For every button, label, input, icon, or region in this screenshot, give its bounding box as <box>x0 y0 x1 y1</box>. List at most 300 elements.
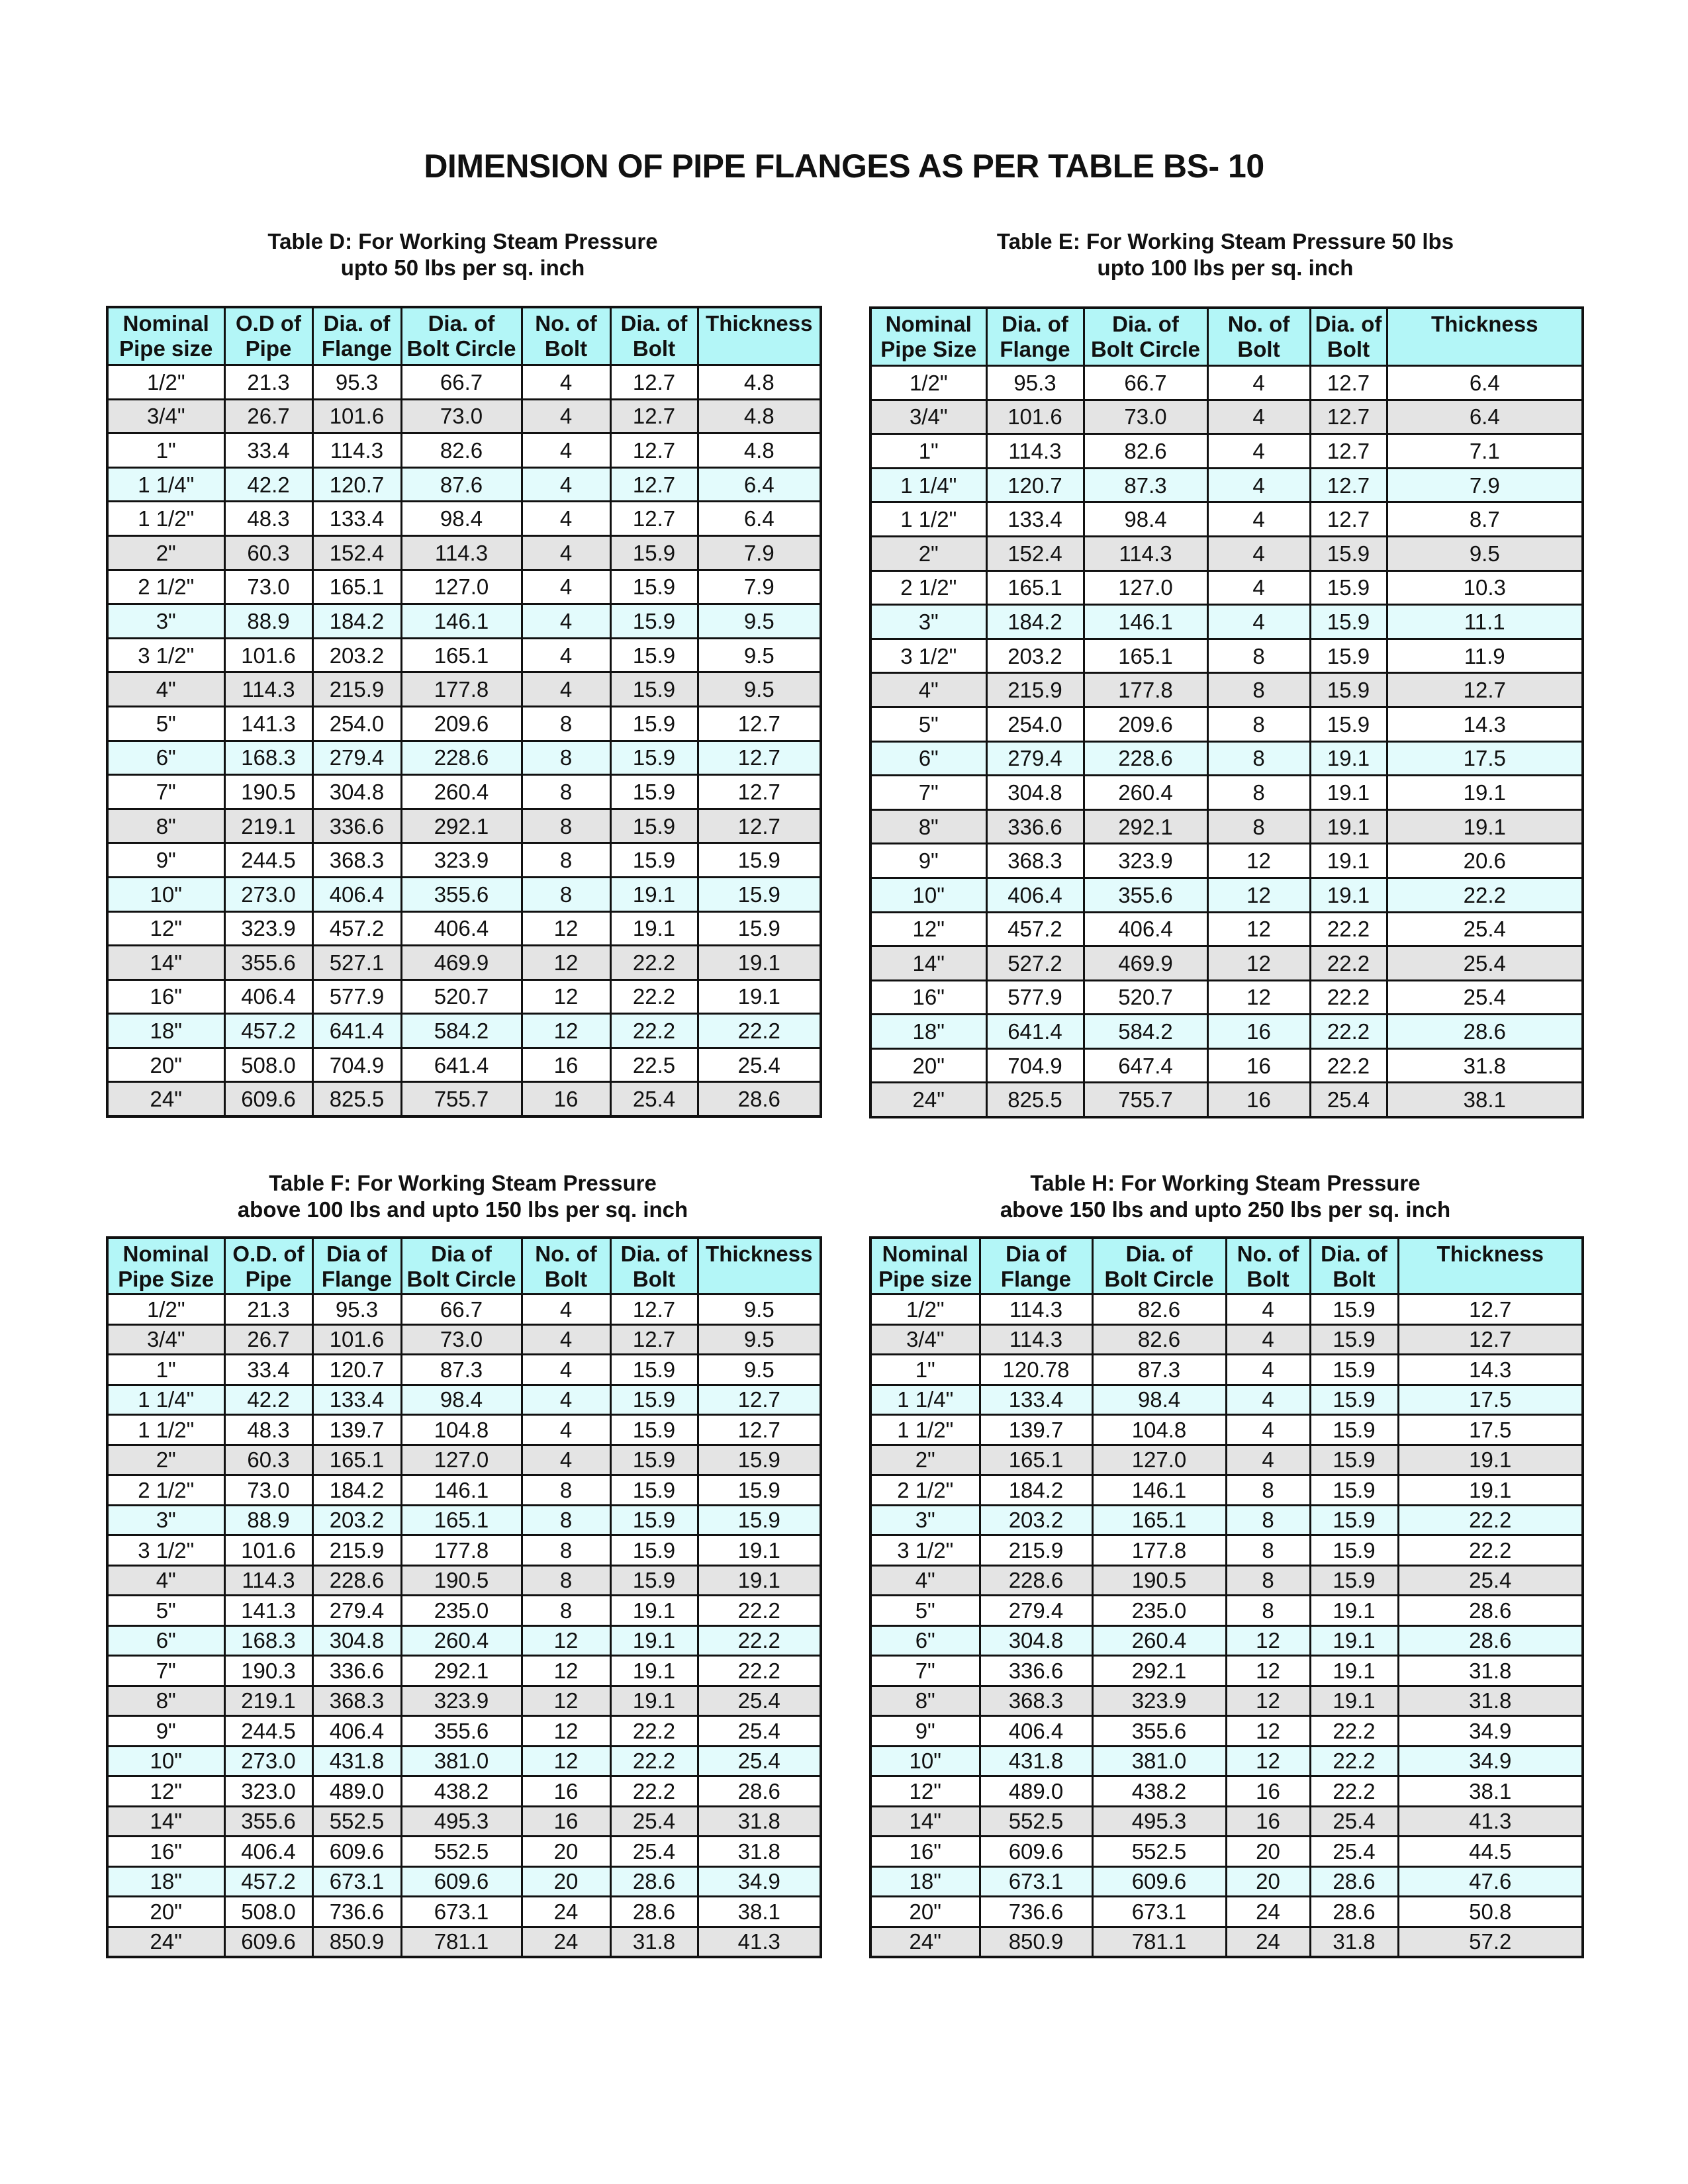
table-cell: 19.1 <box>698 979 821 1014</box>
table-cell: 22.2 <box>1310 1776 1398 1807</box>
table-cell: 431.8 <box>312 1746 401 1776</box>
table-row <box>107 502 821 536</box>
table-cell: 22.2 <box>1387 878 1583 912</box>
table-cell: 57.2 <box>1398 1927 1583 1957</box>
table-cell: 368.3 <box>980 1686 1092 1716</box>
table-cell: 25.4 <box>1310 1837 1398 1867</box>
table-cell: 12.7 <box>610 502 698 536</box>
table-row <box>107 1475 821 1506</box>
table-cell: 168.3 <box>224 1625 312 1656</box>
caption-line-2: upto 100 lbs per sq. inch <box>1097 255 1354 280</box>
table-row <box>870 536 1583 570</box>
table-cell: 215.9 <box>980 1535 1092 1566</box>
pipe-size-cell: 24" <box>107 1082 224 1116</box>
table-cell: 457.2 <box>986 912 1084 946</box>
table-cell: 368.3 <box>986 844 1084 878</box>
table-cell: 12 <box>1226 1716 1310 1747</box>
table-cell: 508.0 <box>224 1048 312 1082</box>
table-row <box>870 1656 1583 1686</box>
table-cell: 22.2 <box>698 1625 821 1656</box>
column-header <box>610 1238 698 1295</box>
table-cell: 12.7 <box>610 1295 698 1325</box>
table-cell: 28.6 <box>1310 1866 1398 1897</box>
table-cell: 12 <box>522 911 610 946</box>
table-cell: 66.7 <box>401 1295 522 1325</box>
pipe-size-cell: 14" <box>870 946 986 981</box>
table-cell: 15.9 <box>698 843 821 878</box>
table-cell: 21.3 <box>224 1295 312 1325</box>
table-cell: 8 <box>1226 1565 1310 1596</box>
column-header <box>224 1238 312 1295</box>
table-row <box>107 1014 821 1048</box>
table-row <box>870 1837 1583 1867</box>
pipe-size-cell: 2 1/2" <box>870 1475 980 1506</box>
caption-line-2: above 150 lbs and upto 250 lbs per sq. inch <box>1000 1197 1451 1222</box>
table-cell: 15.9 <box>1310 605 1387 639</box>
table-cell: 12.7 <box>698 1415 821 1445</box>
column-header-line: Thickness <box>1431 312 1538 336</box>
column-header-line: Flange <box>321 336 393 361</box>
table-cell: 146.1 <box>401 604 522 639</box>
table-cell: 323.9 <box>224 911 312 946</box>
table-cell: 292.1 <box>401 1656 522 1686</box>
table-row <box>107 604 821 639</box>
table-cell: 4 <box>522 433 610 468</box>
table-cell: 12 <box>522 1625 610 1656</box>
table-row <box>107 535 821 570</box>
caption-line-1: Table E: For Working Steam Pressure 50 lbs <box>996 229 1454 253</box>
table-cell: 60.3 <box>224 1445 312 1475</box>
table-cell: 190.5 <box>224 775 312 809</box>
table-cell: 15.9 <box>610 570 698 604</box>
table-cell: 133.4 <box>312 1385 401 1415</box>
table-row <box>107 1686 821 1716</box>
table-cell: 114.3 <box>986 434 1084 469</box>
table-cell: 12 <box>522 1746 610 1776</box>
pipe-size-cell: 6" <box>107 741 224 775</box>
table-cell: 15.9 <box>698 877 821 911</box>
table-cell: 19.1 <box>1310 1656 1398 1686</box>
table-row <box>107 1897 821 1927</box>
table-cell: 228.6 <box>401 741 522 775</box>
table-cell: 146.1 <box>1092 1475 1226 1506</box>
table-cell: 15.9 <box>1310 1475 1398 1506</box>
pipe-size-cell: 16" <box>107 1837 224 1867</box>
table-cell: 12.7 <box>1310 502 1387 537</box>
table-cell: 28.6 <box>1310 1897 1398 1927</box>
table-cell: 4 <box>1226 1324 1310 1355</box>
table-cell: 12 <box>1226 1686 1310 1716</box>
column-header-line: Bolt <box>1246 1267 1289 1291</box>
column-header-line: Bolt <box>1327 337 1370 361</box>
table-cell: 469.9 <box>1084 946 1207 981</box>
pipe-size-cell: 1" <box>870 434 986 469</box>
table-row <box>870 1475 1583 1506</box>
table-cell: 4 <box>522 604 610 639</box>
table-cell: 4 <box>522 467 610 502</box>
table-cell: 127.0 <box>401 570 522 604</box>
table-cell: 292.1 <box>1084 809 1207 844</box>
table-cell: 12.7 <box>1310 400 1387 434</box>
table-f <box>106 1236 822 1958</box>
pipe-size-cell: 24" <box>107 1927 224 1957</box>
table-cell: 323.0 <box>224 1776 312 1807</box>
table-cell: 406.4 <box>312 877 401 911</box>
table-cell: 495.3 <box>401 1806 522 1837</box>
table-cell: 355.6 <box>401 1716 522 1747</box>
table-cell: 323.9 <box>1092 1686 1226 1716</box>
table-cell: 8 <box>522 775 610 809</box>
table-cell: 292.1 <box>1092 1656 1226 1686</box>
column-header <box>401 1238 522 1295</box>
table-cell: 9.5 <box>1387 536 1583 570</box>
table-cell: 431.8 <box>980 1746 1092 1776</box>
table-cell: 15.9 <box>610 741 698 775</box>
pipe-size-cell: 1 1/2" <box>870 1415 980 1445</box>
column-header-line <box>699 336 820 361</box>
table-cell: 12 <box>522 979 610 1014</box>
table-cell: 184.2 <box>312 604 401 639</box>
column-header-line: Nominal <box>122 311 209 336</box>
table-row <box>870 1083 1583 1117</box>
table-cell: 704.9 <box>986 1048 1084 1083</box>
table-cell: 19.1 <box>1310 776 1387 810</box>
table-cell: 9.5 <box>698 1324 821 1355</box>
table-row <box>107 1385 821 1415</box>
table-cell: 12 <box>522 1716 610 1747</box>
table-cell: 16 <box>522 1082 610 1116</box>
table-cell: 184.2 <box>986 605 1084 639</box>
table-cell: 15.9 <box>698 911 821 946</box>
table-cell: 12.7 <box>610 399 698 433</box>
table-cell: 22.2 <box>610 1716 698 1747</box>
column-header-line: Dia. of <box>1125 1242 1193 1266</box>
table-cell: 9.5 <box>698 638 821 672</box>
table-cell: 15.9 <box>610 1445 698 1475</box>
table-cell: 19.1 <box>1387 809 1583 844</box>
table-cell: 825.5 <box>312 1082 401 1116</box>
pipe-size-cell: 2" <box>870 1445 980 1475</box>
table-cell: 438.2 <box>1092 1776 1226 1807</box>
table-row <box>870 434 1583 469</box>
table-cell: 12 <box>522 946 610 980</box>
table-row <box>870 1625 1583 1656</box>
table-cell: 209.6 <box>401 706 522 741</box>
pipe-size-cell: 10" <box>870 878 986 912</box>
table-cell: 9.5 <box>698 672 821 707</box>
table-row <box>107 843 821 878</box>
table-cell: 19.1 <box>1398 1475 1583 1506</box>
column-header <box>698 307 821 365</box>
table-cell: 12.7 <box>698 706 821 741</box>
table-row <box>870 1897 1583 1927</box>
table-cell: 133.4 <box>312 502 401 536</box>
table-cell: 114.3 <box>224 1565 312 1596</box>
table-cell: 755.7 <box>401 1082 522 1116</box>
table-cell: 12.7 <box>1310 434 1387 469</box>
table-cell: 16 <box>522 1806 610 1837</box>
table-cell: 17.5 <box>1398 1385 1583 1415</box>
table-row <box>107 1837 821 1867</box>
table-row <box>107 1776 821 1807</box>
table-cell: 489.0 <box>980 1776 1092 1807</box>
table-row <box>870 1927 1583 1957</box>
table-row <box>107 809 821 843</box>
table-cell: 139.7 <box>980 1415 1092 1445</box>
table-cell: 520.7 <box>401 979 522 1014</box>
table-cell: 22.2 <box>698 1596 821 1626</box>
table-cell: 19.1 <box>1310 1686 1398 1716</box>
table-cell: 66.7 <box>401 365 522 400</box>
column-header-line: Dia of <box>1006 1242 1066 1266</box>
caption-line-1: Table D: For Working Steam Pressure <box>267 229 658 253</box>
pipe-size-cell: 3 1/2" <box>870 1535 980 1566</box>
table-cell: 279.4 <box>980 1596 1092 1626</box>
table-row <box>870 1686 1583 1716</box>
table-cell: 7.9 <box>698 570 821 604</box>
table-row <box>107 1746 821 1776</box>
table-row <box>870 570 1583 605</box>
table-cell: 12.7 <box>1310 468 1387 502</box>
table-cell: 12 <box>522 1014 610 1048</box>
table-cell: 22.2 <box>1310 1048 1387 1083</box>
pipe-size-cell: 1" <box>107 1355 224 1385</box>
table-row <box>870 1776 1583 1807</box>
table-cell: 8 <box>522 1596 610 1626</box>
column-header <box>312 1238 401 1295</box>
table-cell: 73.0 <box>401 399 522 433</box>
column-header-line <box>1388 337 1582 362</box>
table-cell: 438.2 <box>401 1776 522 1807</box>
table-cell: 95.3 <box>312 1295 401 1325</box>
table-cell: 552.5 <box>401 1837 522 1867</box>
column-header-line: Bolt <box>1333 1267 1376 1291</box>
column-header-line <box>1399 1267 1582 1292</box>
table-cell: 6.4 <box>698 467 821 502</box>
column-header-line: Pipe size <box>119 336 213 361</box>
table-e <box>869 306 1584 1118</box>
table-cell: 228.6 <box>312 1565 401 1596</box>
column-header-line: Bolt Circle <box>1090 337 1201 361</box>
table-cell: 33.4 <box>224 433 312 468</box>
table-cell: 19.1 <box>610 1596 698 1626</box>
table-cell: 323.9 <box>401 1686 522 1716</box>
header-row <box>870 308 1583 366</box>
table-cell: 577.9 <box>312 979 401 1014</box>
table-cell: 7.9 <box>698 535 821 570</box>
column-header-line: Thickness <box>706 1242 813 1266</box>
table-cell: 552.5 <box>1092 1837 1226 1867</box>
header-row <box>107 307 821 365</box>
table-cell: 20 <box>1226 1837 1310 1867</box>
table-cell: 215.9 <box>986 673 1084 707</box>
table-cell: 15.9 <box>1310 1565 1398 1596</box>
table-cell: 41.3 <box>698 1927 821 1957</box>
table-cell: 15.9 <box>610 1535 698 1566</box>
column-header-line: Bolt <box>632 1267 676 1291</box>
column-header-line: Nominal <box>882 1242 968 1266</box>
table-cell: 8 <box>522 1535 610 1566</box>
table-cell: 88.9 <box>224 604 312 639</box>
table-h-caption <box>869 1170 1581 1223</box>
column-header-line: O.D of <box>236 311 301 336</box>
column-header <box>870 308 986 366</box>
table-row <box>870 1716 1583 1747</box>
table-cell: 19.1 <box>698 1565 821 1596</box>
table-cell: 4 <box>522 502 610 536</box>
table-cell: 165.1 <box>980 1445 1092 1475</box>
table-cell: 4 <box>522 535 610 570</box>
table-cell: 825.5 <box>986 1083 1084 1117</box>
table-cell: 120.78 <box>980 1355 1092 1385</box>
table-cell: 12 <box>1207 980 1310 1015</box>
table-cell: 87.3 <box>1084 468 1207 502</box>
table-cell: 781.1 <box>401 1927 522 1957</box>
table-row <box>107 1806 821 1837</box>
table-cell: 139.7 <box>312 1415 401 1445</box>
table-cell: 19.1 <box>698 1535 821 1566</box>
table-row <box>870 502 1583 537</box>
table-cell: 584.2 <box>401 1014 522 1048</box>
table-cell: 19.1 <box>610 1686 698 1716</box>
table-cell: 25.4 <box>698 1716 821 1747</box>
table-cell: 42.2 <box>224 467 312 502</box>
table-row <box>870 1505 1583 1535</box>
table-cell: 25.4 <box>610 1806 698 1837</box>
table-row <box>107 877 821 911</box>
pipe-size-cell: 2 1/2" <box>870 570 986 605</box>
column-header-line: No. of <box>535 311 597 336</box>
table-cell: 609.6 <box>980 1837 1092 1867</box>
column-header-line: Flange <box>321 1267 393 1291</box>
table-cell: 38.1 <box>698 1897 821 1927</box>
column-header-line: No. of <box>535 1242 597 1266</box>
table-cell: 20 <box>1226 1866 1310 1897</box>
pipe-size-cell: 3/4" <box>870 1324 980 1355</box>
table-cell: 34.9 <box>698 1866 821 1897</box>
table-cell: 73.0 <box>224 570 312 604</box>
table-d-caption <box>106 228 820 281</box>
pipe-size-cell: 1/2" <box>870 1295 980 1325</box>
table-cell: 19.1 <box>1310 878 1387 912</box>
column-header-line: Dia. of <box>428 311 495 336</box>
pipe-size-cell: 1 1/4" <box>870 1385 980 1415</box>
pipe-size-cell: 8" <box>870 809 986 844</box>
table-cell: 12 <box>1207 912 1310 946</box>
table-cell: 22.2 <box>1398 1505 1583 1535</box>
table-cell: 6.4 <box>1387 400 1583 434</box>
table-cell: 609.6 <box>224 1927 312 1957</box>
header-row <box>870 1238 1583 1295</box>
table-cell: 44.5 <box>1398 1837 1583 1867</box>
table-cell: 101.6 <box>312 1324 401 1355</box>
table-cell: 165.1 <box>986 570 1084 605</box>
table-cell: 28.6 <box>610 1897 698 1927</box>
table-cell: 19.1 <box>610 1625 698 1656</box>
table-cell: 8 <box>522 1565 610 1596</box>
pipe-size-cell: 1 1/4" <box>107 467 224 502</box>
table-h <box>869 1236 1584 1958</box>
table-cell: 4 <box>1207 605 1310 639</box>
table-cell: 8.7 <box>1387 502 1583 537</box>
table-row <box>107 911 821 946</box>
column-header <box>1207 308 1310 366</box>
table-cell: 219.1 <box>224 809 312 843</box>
table-cell: 9.5 <box>698 1355 821 1385</box>
table-cell: 22.2 <box>1310 946 1387 981</box>
table-row <box>870 639 1583 673</box>
table-cell: 20 <box>522 1837 610 1867</box>
table-cell: 15.9 <box>1310 639 1387 673</box>
table-row <box>107 638 821 672</box>
table-cell: 203.2 <box>986 639 1084 673</box>
table-cell: 22.2 <box>698 1014 821 1048</box>
column-header-line: Bolt Circle <box>406 336 516 361</box>
pipe-size-cell: 18" <box>870 1015 986 1049</box>
table-cell: 244.5 <box>224 1716 312 1747</box>
pipe-size-cell: 3" <box>870 605 986 639</box>
column-header <box>107 307 224 365</box>
column-header <box>224 307 312 365</box>
table-cell: 406.4 <box>312 1716 401 1747</box>
table-cell: 336.6 <box>312 809 401 843</box>
column-header-line: Dia. of <box>620 1242 688 1266</box>
table-cell: 184.2 <box>312 1475 401 1506</box>
pipe-size-cell: 12" <box>107 911 224 946</box>
table-cell: 25.4 <box>1387 912 1583 946</box>
table-cell: 24 <box>522 1927 610 1957</box>
table-cell: 19.1 <box>610 877 698 911</box>
table-cell: 15.9 <box>610 1565 698 1596</box>
table-cell: 31.8 <box>610 1927 698 1957</box>
table-cell: 14.3 <box>1398 1355 1583 1385</box>
table-cell: 7.1 <box>1387 434 1583 469</box>
column-header <box>1226 1238 1310 1295</box>
table-cell: 304.8 <box>980 1625 1092 1656</box>
table-cell: 323.9 <box>1084 844 1207 878</box>
column-header <box>401 307 522 365</box>
pipe-size-cell: 8" <box>107 1686 224 1716</box>
pipe-size-cell: 9" <box>107 1716 224 1747</box>
table-cell: 355.6 <box>224 946 312 980</box>
table-cell: 469.9 <box>401 946 522 980</box>
table-cell: 16 <box>1207 1048 1310 1083</box>
table-cell: 4 <box>522 1324 610 1355</box>
table-cell: 4 <box>1226 1445 1310 1475</box>
table-cell: 15.9 <box>610 604 698 639</box>
pipe-size-cell: 10" <box>107 1746 224 1776</box>
table-cell: 38.1 <box>1387 1083 1583 1117</box>
table-cell: 273.0 <box>224 877 312 911</box>
table-row <box>107 1324 821 1355</box>
table-cell: 15.9 <box>610 1415 698 1445</box>
table-cell: 4 <box>1226 1355 1310 1385</box>
table-cell: 15.9 <box>610 672 698 707</box>
table-cell: 336.6 <box>986 809 1084 844</box>
table-cell: 31.8 <box>1398 1686 1583 1716</box>
column-header-line: Thickness <box>1436 1242 1544 1266</box>
table-cell: 755.7 <box>1084 1083 1207 1117</box>
table-cell: 368.3 <box>312 843 401 878</box>
table-cell: 165.1 <box>312 1445 401 1475</box>
pipe-size-cell: 3/4" <box>107 1324 224 1355</box>
table-cell: 641.4 <box>312 1014 401 1048</box>
table-cell: 12 <box>522 1656 610 1686</box>
table-cell: 104.8 <box>1092 1415 1226 1445</box>
table-cell: 28.6 <box>1398 1625 1583 1656</box>
table-row <box>870 776 1583 810</box>
table-cell: 704.9 <box>312 1048 401 1082</box>
